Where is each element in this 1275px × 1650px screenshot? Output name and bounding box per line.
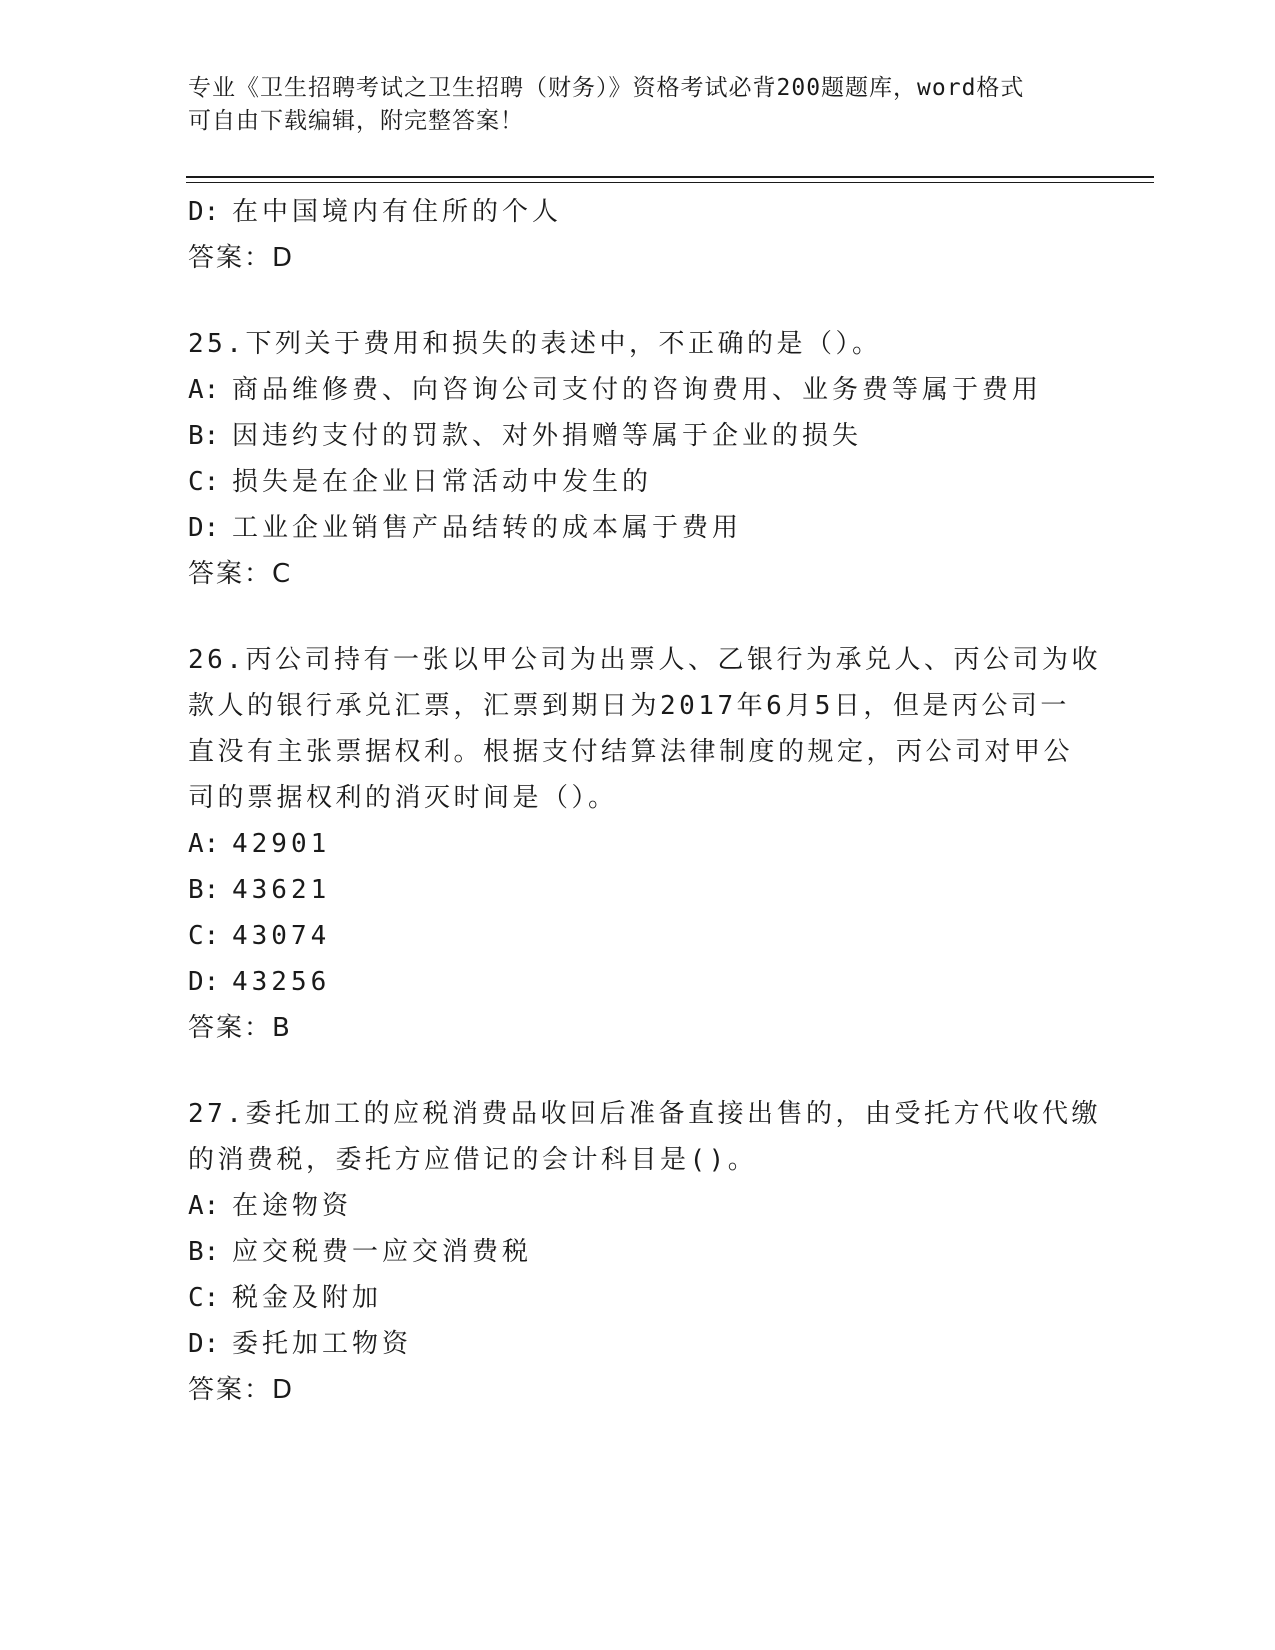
option-text: 在中国境内有住所的个人 (232, 197, 563, 227)
option-b (188, 413, 1088, 459)
question-stem-line-1: 27.委托加工的应税消费品收回后准备直接出售的，由受托方代收代缴 (188, 1099, 1101, 1129)
option-text: 43074 (232, 921, 331, 951)
option-text: 43621 (232, 875, 331, 905)
question-25 (188, 321, 1088, 597)
option-a (188, 821, 1088, 867)
option-b (188, 1229, 1088, 1275)
option-text: 在途物资 (232, 1191, 353, 1221)
question-26 (188, 637, 1101, 1051)
option-text: 税金及附加 (232, 1283, 383, 1313)
question-27 (188, 1091, 1101, 1413)
answer: 答案：C (188, 559, 293, 589)
option-text: 因违约支付的罚款、对外捐赠等属于企业的损失 (232, 421, 863, 451)
option-text: 商品维修费、向咨询公司支付的咨询费用、业务费等属于费用 (232, 375, 1043, 405)
question-stem-line-1: 26.丙公司持有一张以甲公司为出票人、乙银行为承兑人、丙公司为收 (188, 645, 1101, 675)
question-stem: 25.下列关于费用和损失的表述中，不正确的是（）。 (188, 329, 882, 359)
option-d (188, 189, 1088, 235)
option-b (188, 867, 1088, 913)
option-key: D: (188, 1329, 220, 1359)
question-stem-line-3: 直没有主张票据权利。根据支付结算法律制度的规定，丙公司对甲公 (188, 737, 1074, 767)
header-line-2: 可自由下载编辑，附完整答案！ (188, 108, 524, 134)
answer: 答案：D (188, 1375, 295, 1405)
option-text: 42901 (232, 829, 331, 859)
header-divider (186, 176, 1154, 183)
option-key: B: (188, 1237, 220, 1267)
answer: 答案：D (188, 243, 295, 273)
question-stem-line-2: 的消费税，委托方应借记的会计科目是()。 (188, 1145, 758, 1175)
option-d (188, 959, 1088, 1005)
answer: 答案：B (188, 1013, 292, 1043)
option-key: A: (188, 1191, 220, 1221)
question-stem-line-4: 司的票据权利的消灭时间是（）。 (188, 783, 618, 813)
question-list (188, 189, 1101, 1413)
option-a (188, 1183, 1088, 1229)
option-key: C: (188, 1283, 220, 1313)
option-d (188, 1321, 1088, 1367)
option-a (188, 367, 1088, 413)
option-key: A: (188, 829, 220, 859)
option-text: 应交税费一应交消费税 (232, 1237, 533, 1267)
option-c (188, 913, 1088, 959)
option-key: D: (188, 967, 220, 997)
option-key: B: (188, 875, 220, 905)
option-key: D: (188, 513, 220, 543)
option-text: 工业企业销售产品结转的成本属于费用 (232, 513, 743, 543)
page-header (188, 72, 1088, 138)
prev-question-tail (188, 189, 1088, 281)
option-key: B: (188, 421, 220, 451)
question-stem-line-2: 款人的银行承兑汇票，汇票到期日为2017年6月5日，但是丙公司一 (188, 691, 1070, 721)
option-text: 委托加工物资 (232, 1329, 413, 1359)
option-key: A: (188, 375, 220, 405)
option-d (188, 505, 1088, 551)
option-text: 损失是在企业日常活动中发生的 (232, 467, 653, 497)
option-c (188, 459, 1088, 505)
option-key: C: (188, 467, 220, 497)
option-key: D: (188, 197, 220, 227)
header-line-1: 专业《卫生招聘考试之卫生招聘（财务）》资格考试必背200题题库，word格式 (188, 75, 1025, 101)
option-text: 43256 (232, 967, 331, 997)
option-c (188, 1275, 1088, 1321)
option-key: C: (188, 921, 220, 951)
